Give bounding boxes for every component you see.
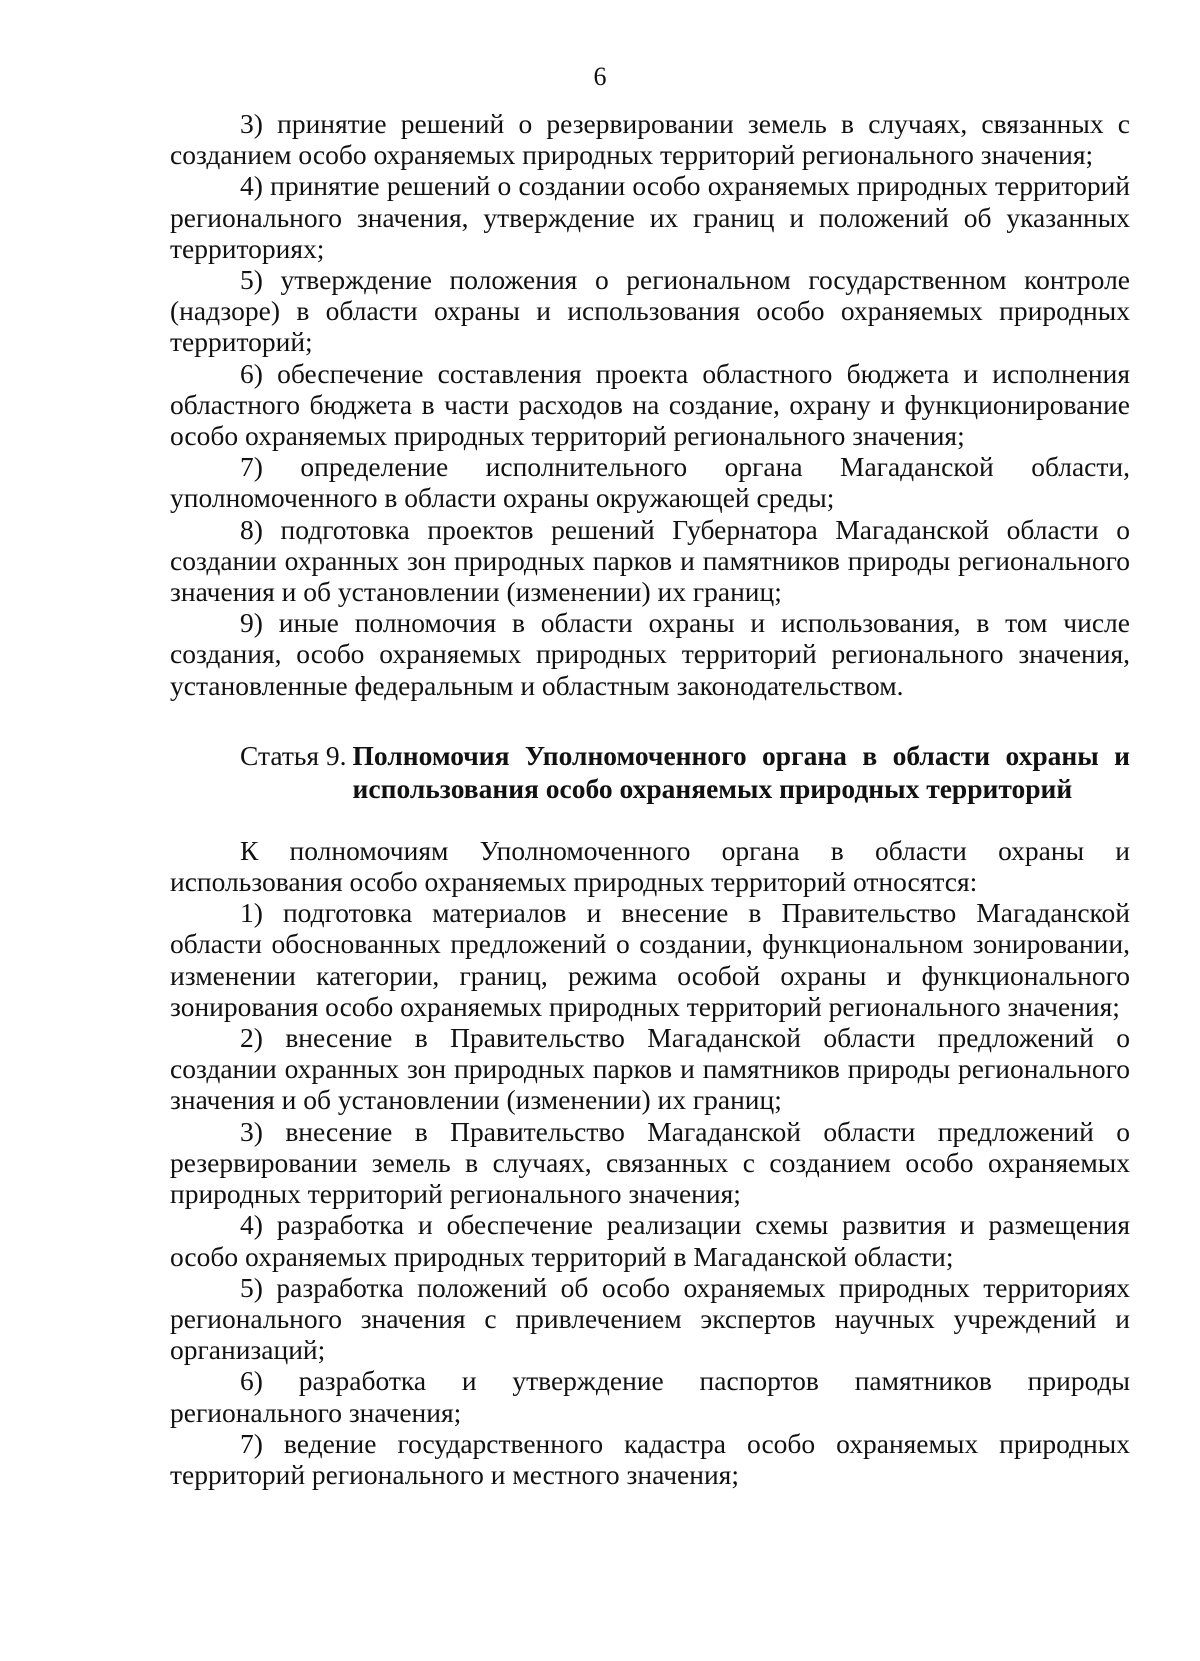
list-item: 7) ведение государственного кадастра особо охраняемых природных территорий регионального и местного значения;	[170, 1427, 1130, 1490]
article-heading	[170, 739, 1130, 805]
article-intro: К полномочиям Уполномоченного органа в области охраны и использования особо охраняемых природных территорий относятся:	[170, 834, 1130, 898]
list-top	[170, 108, 1130, 701]
list-item: 3) внесение в Правительство Магаданской области предложений о резервировании земель в случаях, связанных с созданием особо охраняемых природных территорий регионального значения;	[170, 1115, 1130, 1210]
document-body	[170, 108, 1130, 1490]
list-item: 6) разработка и утверждение паспортов памятников природы регионального значения;	[170, 1365, 1130, 1428]
list-item: 5) разработка положений об особо охраняемых природных территориях регионального значения с привлечением экспертов научных учреждений и организаций;	[170, 1271, 1130, 1366]
list-item: 9) иные полномочия в области охраны и использования, в том числе создания, особо охраняемых природных территорий регионального значения, установленные федеральным и областным законодательством.	[170, 607, 1130, 701]
article-title: Полномочия Уполномоченного органа в области охраны и использования особо охраняемых природных территорий	[352, 739, 1130, 804]
list-item: 1) подготовка материалов и внесение в Правительство Магаданской области обоснованных предложений о создании, функциональном зонировании, изменении категории, границ, режима особой охраны и функционального зонирования особо охраняемых природных территорий регионального значения;	[170, 897, 1130, 1022]
list-item: 7) определение исполнительного органа Магаданской области, уполномоченного в области охраны окружающей среды;	[170, 451, 1130, 514]
list-item: 4) принятие решений о создании особо охраняемых природных территорий регионального значения, утверждение их границ и положений об указанных территориях;	[170, 170, 1130, 264]
article-label: Статья 9.	[240, 739, 347, 771]
list-bottom	[170, 897, 1130, 1490]
list-item: 3) принятие решений о резервировании земель в случаях, связанных с созданием особо охраняемых природных территорий регионального значения;	[170, 108, 1130, 171]
page-number: 6	[593, 62, 607, 91]
list-item: 8) подготовка проектов решений Губернатора Магаданской области о создании охранных зон природных парков и памятников природы регионального значения и об установлении (изменении) их границ;	[170, 513, 1130, 608]
list-item: 5) утверждение положения о региональном государственном контроле (надзоре) в области охраны и использования особо охраняемых природных территорий;	[170, 264, 1130, 358]
list-item: 2) внесение в Правительство Магаданской области предложений о создании охранных зон природных парков и памятников природы регионального значения и об установлении (изменении) их границ;	[170, 1022, 1130, 1116]
list-item: 6) обеспечение составления проекта областного бюджета и исполнения областного бюджета в части расходов на создание, охрану и функционирование особо охраняемых природных территорий регионального значения;	[170, 357, 1130, 452]
list-item: 4) разработка и обеспечение реализации схемы развития и размещения особо охраняемых природных территорий в Магаданской области;	[170, 1209, 1130, 1272]
